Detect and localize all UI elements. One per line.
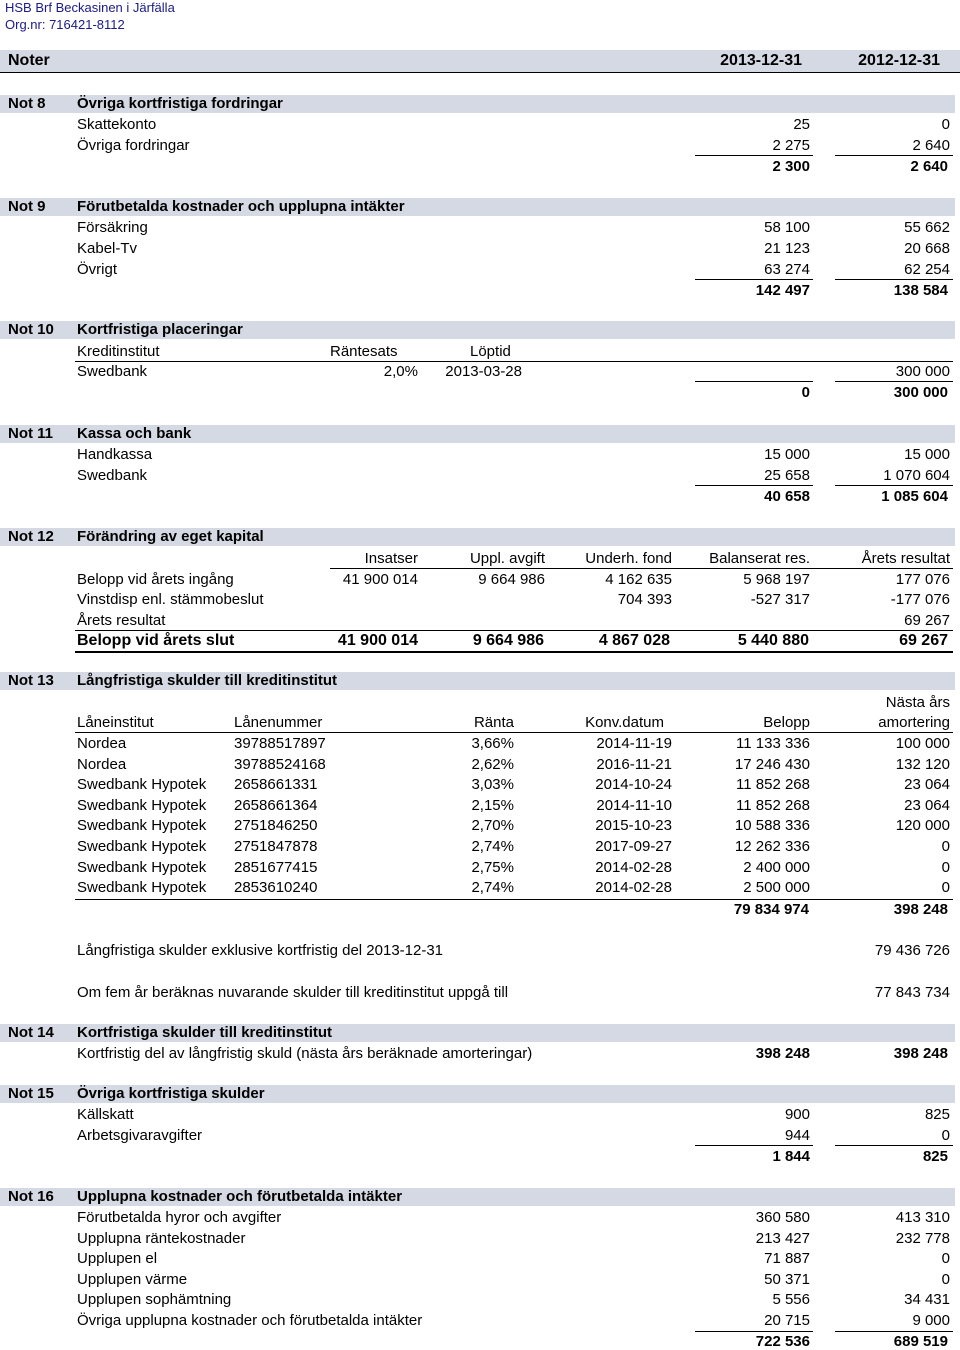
note-label: Not 8 (8, 95, 46, 112)
five-year-label: Om fem år beräknas nuvarande skulder till kreditinstitut uppgå till (77, 984, 509, 1001)
value-2013: 944 (784, 1127, 810, 1144)
cell-value: 41 900 014 (342, 571, 418, 588)
table-header-rule (330, 568, 953, 569)
sum-rule (695, 155, 813, 156)
value-2013: 213 427 (755, 1229, 810, 1247)
column-header: Nästa års (885, 694, 950, 711)
note-label: Not 9 (8, 198, 46, 215)
total-2012: 1 085 604 (881, 488, 948, 505)
loan-number: 39788517897 (234, 735, 326, 752)
value-2013: 21 123 (764, 240, 810, 257)
sum-rule (835, 1331, 953, 1332)
cell-value: 9 664 986 (478, 571, 545, 588)
header-rule (0, 72, 960, 73)
loan-amount: 2 400 000 (743, 858, 810, 876)
value-2012: 0 (941, 1250, 950, 1268)
note-label: Not 16 (8, 1188, 54, 1205)
row-label: Övriga upplupna kostnader och förutbetalda intäkter (77, 1312, 423, 1329)
table-header-rule (75, 732, 953, 733)
note-label: Not 13 (8, 672, 54, 689)
value-2012: 825 (924, 1106, 950, 1123)
row-label: Årets resultat (77, 612, 166, 629)
cell-value: 5 968 197 (743, 571, 810, 588)
loan-number: 2751847878 (234, 838, 318, 855)
total-amount: 79 834 974 (733, 901, 809, 918)
column-header-2013: 2013-12-31 (720, 52, 802, 69)
loan-amount: 17 246 430 (734, 755, 810, 773)
double-rule (75, 651, 953, 653)
note-label: Not 14 (8, 1024, 54, 1041)
excl-value: 79 436 726 (874, 942, 950, 959)
note-title: Upplupna kostnader och förutbetalda intäkter (77, 1188, 403, 1205)
column-header: Belopp (763, 714, 810, 731)
total-2013: 2 300 (772, 158, 810, 175)
column-header: Räntesats (330, 343, 398, 360)
value-2012: 0 (941, 1127, 950, 1144)
loan-amount: 2 500 000 (743, 879, 810, 897)
value-2013: 2 275 (772, 137, 810, 154)
row-label: Belopp vid årets ingång (77, 571, 234, 588)
column-header: Kreditinstitut (77, 343, 160, 360)
row-label: Övrigt (77, 261, 118, 278)
sum-rule (835, 155, 953, 156)
sum-rule (835, 381, 953, 382)
loan-number: 2851677415 (234, 858, 318, 876)
loan-institute: Nordea (77, 735, 127, 752)
loan-institute: Swedbank Hypotek (77, 796, 207, 814)
loan-amount: 11 133 336 (736, 735, 810, 752)
loan-number: 2658661331 (234, 776, 318, 794)
value-2012: 9 000 (912, 1312, 950, 1329)
five-year-value: 77 843 734 (874, 984, 950, 1001)
sum-rule (835, 485, 953, 486)
note-title: Förändring av eget kapital (77, 528, 264, 545)
loan-rate: 2,74% (471, 838, 514, 855)
row-label: Skattekonto (77, 116, 157, 133)
value-2012: 20 668 (904, 240, 950, 257)
value-2012: 55 662 (904, 219, 950, 236)
value-2012: 232 778 (895, 1229, 950, 1247)
row-label: Arbetsgivaravgifter (77, 1127, 203, 1144)
loan-next-amortization: 23 064 (904, 776, 950, 794)
note-title: Övriga kortfristiga fordringar (77, 95, 283, 112)
cell-value: 69 267 (904, 612, 950, 629)
total-2012: 2 640 (910, 158, 948, 175)
total-2013: 0 (801, 384, 810, 401)
value-2013: 50 371 (764, 1270, 810, 1288)
total-2012: 825 (922, 1148, 948, 1165)
loan-rate: 2,15% (471, 796, 514, 814)
sum-rule (835, 279, 953, 280)
column-header: amortering (878, 714, 950, 731)
column-header: Underh. fond (585, 550, 672, 567)
value-2012: 1 070 604 (883, 467, 950, 484)
loan-number: 2853610240 (234, 879, 318, 897)
sum-rule (75, 630, 953, 631)
loan-number: 2751846250 (234, 817, 318, 835)
sum-rule (695, 1331, 813, 1332)
row-label: Källskatt (77, 1106, 134, 1123)
value-2013: 900 (784, 1106, 810, 1123)
column-header: Uppl. avgift (469, 550, 545, 567)
loan-conversion-date: 2015-10-23 (595, 817, 672, 835)
value-2013: 15 000 (764, 446, 810, 463)
loan-conversion-date: 2014-11-19 (596, 735, 672, 752)
loan-rate: 2,62% (471, 755, 514, 773)
total-value: 69 267 (899, 632, 948, 649)
row-label: Upplupna räntekostnader (77, 1229, 246, 1247)
loan-conversion-date: 2014-02-28 (595, 879, 672, 897)
loan-institute: Swedbank Hypotek (77, 838, 207, 855)
loan-conversion-date: 2016-11-21 (596, 755, 672, 773)
maturity-date: 2013-03-28 (445, 363, 522, 380)
cell-value: 177 076 (895, 571, 950, 588)
row-label: Swedbank (77, 363, 148, 380)
column-header-2012: 2012-12-31 (858, 52, 940, 69)
total-value: 4 867 028 (598, 632, 670, 649)
value-2013: 398 248 (755, 1045, 810, 1062)
value-2013: 5 556 (772, 1291, 810, 1309)
loan-number: 2658661364 (234, 796, 318, 814)
loan-conversion-date: 2014-10-24 (595, 776, 672, 794)
value-2012: 0 (941, 1270, 950, 1288)
loan-institute: Swedbank Hypotek (77, 879, 207, 897)
value-2013: 20 715 (764, 1312, 810, 1329)
org-number: Org.nr: 716421-8112 (5, 17, 125, 32)
value-2012: 2 640 (912, 137, 950, 154)
loan-amount: 11 852 268 (736, 776, 810, 794)
sum-rule (695, 279, 813, 280)
loan-next-amortization: 132 120 (895, 755, 950, 773)
loan-next-amortization: 23 064 (904, 796, 950, 814)
row-label: Förutbetalda hyror och avgifter (77, 1209, 282, 1226)
total-value: 41 900 014 (337, 632, 418, 649)
column-header: Insatser (364, 550, 418, 567)
note-label: Not 11 (8, 425, 54, 442)
value-2012: 0 (941, 116, 950, 133)
page-title: Noter (8, 52, 50, 69)
loan-rate: 2,75% (471, 858, 514, 876)
note-title: Kortfristiga placeringar (77, 321, 243, 338)
loan-number: 39788524168 (234, 755, 326, 773)
total-2013: 1 844 (772, 1148, 810, 1165)
row-label: Vinstdisp enl. stämmobeslut (77, 591, 264, 608)
loan-next-amortization: 100 000 (895, 735, 950, 752)
row-label: Handkassa (77, 446, 153, 463)
note-title: Kortfristiga skulder till kreditinstitut (77, 1024, 333, 1041)
loan-institute: Nordea (77, 755, 127, 773)
value-2013: 71 887 (764, 1250, 810, 1268)
loan-conversion-date: 2014-02-28 (595, 858, 672, 876)
note-title: Långfristiga skulder till kreditinstitut (77, 672, 338, 689)
value-2013: 58 100 (764, 219, 810, 236)
value-2012: 62 254 (904, 261, 950, 278)
value-2013: 25 (793, 116, 810, 133)
total-label: Belopp vid årets slut (77, 632, 235, 649)
total-2012: 138 584 (893, 282, 948, 299)
excl-label: Långfristiga skulder exklusive kortfristig del 2013-12-31 (77, 942, 444, 959)
total-2013: 722 536 (755, 1333, 810, 1350)
column-header: Balanserat res. (709, 550, 810, 567)
value-2012: 34 431 (904, 1291, 950, 1309)
org-name: HSB Brf Beckasinen i Järfälla (5, 0, 175, 15)
loan-next-amortization: 0 (941, 858, 950, 876)
sum-rule (835, 1145, 953, 1146)
value-2013: 63 274 (764, 261, 810, 278)
column-header: Lånenummer (234, 714, 323, 731)
loan-institute: Swedbank Hypotek (77, 858, 207, 876)
total-2012: 300 000 (893, 384, 948, 401)
value-2012: 413 310 (895, 1209, 950, 1226)
column-header: Löptid (470, 343, 511, 360)
note-title: Övriga kortfristiga skulder (77, 1085, 265, 1102)
value-2012: 15 000 (904, 446, 950, 463)
note-title: Förutbetalda kostnader och upplupna intäkter (77, 198, 405, 215)
column-header: Årets resultat (861, 550, 950, 567)
loan-amount: 10 588 336 (734, 817, 810, 835)
loan-amount: 11 852 268 (736, 796, 810, 814)
total-next-amortization: 398 248 (893, 901, 948, 918)
total-value: 9 664 986 (472, 632, 544, 649)
note-title: Kassa och bank (77, 425, 192, 442)
total-2013: 40 658 (764, 488, 810, 505)
header-band (0, 50, 960, 72)
row-label: Kortfristig del av långfristig skuld (nästa års beräknade amorteringar) (77, 1045, 533, 1062)
loan-next-amortization: 120 000 (895, 817, 950, 835)
loan-rate: 3,66% (471, 735, 514, 752)
loan-conversion-date: 2017-09-27 (595, 838, 672, 855)
value-2012: 398 248 (893, 1045, 948, 1062)
total-2013: 142 497 (755, 282, 810, 299)
row-label: Upplupen el (77, 1250, 158, 1268)
total-value: 5 440 880 (737, 632, 809, 649)
loan-amount: 12 262 336 (734, 838, 810, 855)
interest-rate: 2,0% (383, 363, 418, 380)
row-label: Kabel-Tv (77, 240, 138, 257)
row-label: Övriga fordringar (77, 137, 190, 154)
sum-rule (695, 1145, 813, 1146)
row-label: Försäkring (77, 219, 148, 236)
loan-rate: 2,74% (471, 879, 514, 897)
row-label: Upplupen värme (77, 1270, 188, 1288)
column-header: Ränta (473, 714, 514, 731)
loan-conversion-date: 2014-11-10 (596, 796, 672, 814)
cell-value: 4 162 635 (605, 571, 672, 588)
loan-rate: 2,70% (471, 817, 514, 835)
column-header: Konv.datum (585, 714, 664, 731)
column-header: Låneinstitut (77, 714, 154, 731)
note-label: Not 10 (8, 321, 54, 338)
cell-value: 704 393 (617, 591, 672, 608)
row-label: Swedbank (77, 467, 148, 484)
note-label: Not 15 (8, 1085, 54, 1102)
sum-rule (75, 899, 953, 900)
total-2012: 689 519 (893, 1333, 948, 1350)
table-header-rule (75, 361, 953, 362)
loan-institute: Swedbank Hypotek (77, 776, 207, 794)
value-2013: 360 580 (755, 1209, 810, 1226)
note-label: Not 12 (8, 528, 54, 545)
cell-value: -527 317 (750, 591, 810, 608)
sum-rule (695, 485, 813, 486)
loan-next-amortization: 0 (941, 838, 950, 855)
row-label: Upplupen sophämtning (77, 1291, 232, 1309)
sum-rule (695, 381, 813, 382)
loan-rate: 3,03% (471, 776, 514, 794)
loan-next-amortization: 0 (941, 879, 950, 897)
value-2013: 25 658 (764, 467, 810, 484)
loan-institute: Swedbank Hypotek (77, 817, 207, 835)
value-2012: 300 000 (895, 363, 950, 380)
cell-value: -177 076 (890, 591, 950, 608)
